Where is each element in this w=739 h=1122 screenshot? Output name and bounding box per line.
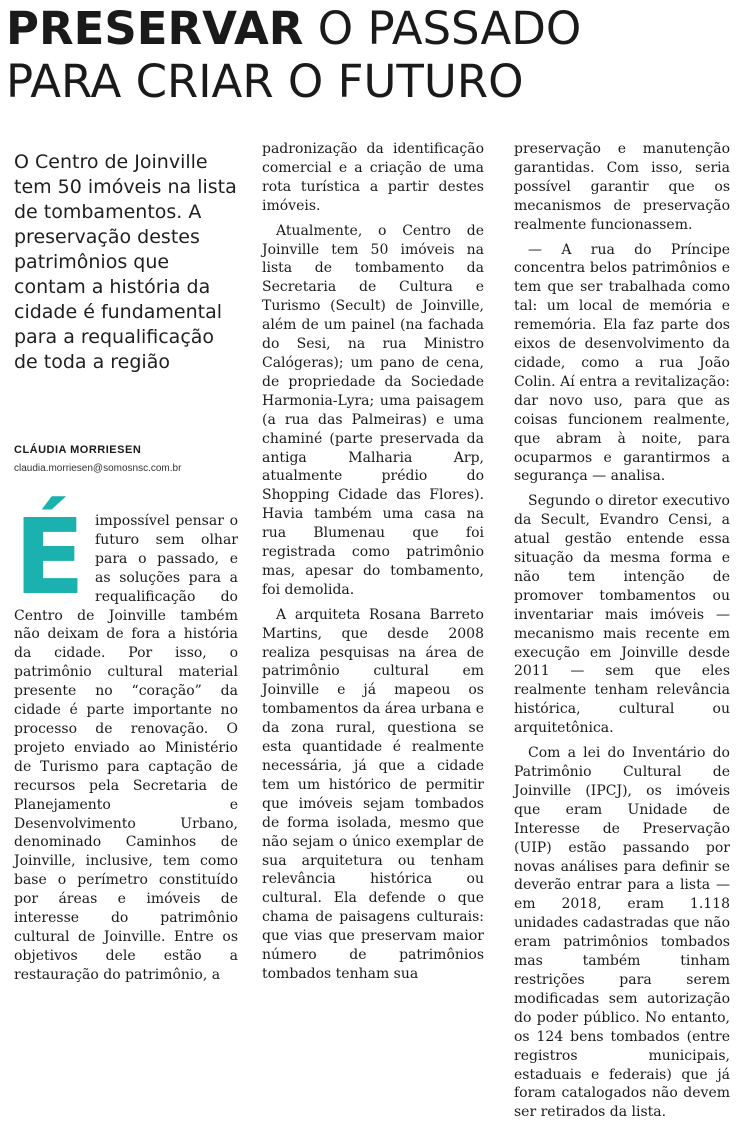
- headline-line2: PARA CRIAR O FUTURO: [6, 55, 524, 108]
- article-paragraph: padronização da identificação comercial e a criação de uma rota turística a partir destes imóveis.: [262, 141, 484, 214]
- article-paragraph: Atualmente, o Centro de Joinville tem 50 imóveis na lista de tombamento da Secretaria de Cultura e Turismo (Secult) de Joinville, além de um painel (na fachada do Sesi, na rua Ministro Calógeras); um pano de cena, de propriedade da Sociedade Harmonia-Lyra; uma paisagem (a rua das Palmeiras) e uma chaminé (parte preservada da antiga Malharia Arp, atualmente prédio do Shopping Cidade das Flores). Havia também uma casa na rua Blumenau que foi registrada como patrimônio mas, apesar do tombamento, foi demolida.: [262, 222, 484, 598]
- article-column-1: [14, 496, 238, 985]
- article-paragraph: Com a lei do Inventário do Patrimônio Cultural de Joinville (IPCJ), os imóveis que eram Unidade de Interesse de Preservação (UIP) estão passando por novas análises para definir se deverão entrar para a lista — em 2018, eram 1.118 unidades cadastradas que não eram patrimônios tombados mas também tinham restrições para serem modificadas sem autorização do poder público. No entanto, os 124 bens tombados (entre registros municipais, estaduais e federais) que já foram catalogados não devem ser retirados da lista.: [514, 745, 730, 1121]
- article-column-2: [262, 140, 484, 984]
- article-paragraph: preservação e manutenção garantidas. Com isso, seria possível garantir que os mecanismos de preservação realmente funcionassem.: [514, 141, 730, 233]
- headline: [6, 2, 736, 108]
- author-name: CLÁUDIA MORRIESEN: [14, 444, 142, 456]
- article-paragraph: Segundo o diretor executivo da Secult, Evandro Censi, a atual gestão entende essa situação da mesma forma e não tem intenção de promover tombamentos ou inventariar mais imóveis — mecanismo mais recente em execução em Joinville desde 2011 — sem que eles realmente tenham relevância histórica, cultural ou arquitetônica.: [514, 493, 730, 737]
- article-paragraph: impossível pensar o futuro sem olhar para o passado, e as soluções para a requalificação do Centro de Joinville também não deixam de fora a história da cidade. Por isso, o patrimônio cultural material presente no “coração” da cidade é parte importante no processo de renovação. O projeto enviado ao Ministério de Turismo para captação de recursos pela Secretaria de Planejamento e Desenvolvimento Urbano, denominado Caminhos de Joinville, inclusive, tem como base o perímetro constituído por áreas e imóveis de interesse do patrimônio cultural de Joinville. Entre os objetivos dele estão a restauração do patrimônio, a: [14, 513, 238, 983]
- headline-bold: PRESERVAR: [6, 2, 304, 55]
- article-paragraph: — A rua do Príncipe concentra belos patrimônios e tem que ser trabalhada como tal: um local de memória e rememória. Ela faz parte dos eixos de desenvolvimento da cidade, como a rua João Colin. Aí entra a revitalização: dar novo uso, para que as coisas funcionem realmente, que abram à noite, para ocuparmos e garantirmos a segurança — analisa.: [514, 241, 730, 485]
- article-lead: O Centro de Joinville tem 50 imóveis na lista de tombamentos. A preservação destes patrimônios que contam a história da cidade é fundamental para a requalificação de toda a região: [14, 151, 237, 373]
- article-column-3: [514, 140, 730, 1122]
- headline-line1-rest: O PASSADO: [303, 2, 582, 55]
- article-paragraph: A arquiteta Rosana Barreto Martins, que desde 2008 realiza pesquisas na área de patrimônio cultural em Joinville e já mapeou os tombamentos da área urbana e da zona rural, questiona se esta quantidade é realmente necessária, já que a cidade tem um histórico de permitir que imóveis sejam tombados de forma isolada, mesmo que não sejam o único exemplar de sua arquitetura ou tenham relevância histórica ou cultural. Ela defende o que chama de paisagens culturais: que vias que preservam maior número de patrimônios tombados tenham sua: [262, 606, 484, 982]
- drop-cap: É: [14, 496, 86, 618]
- author-email: claudia.morriesen@somosnsc.com.br: [14, 463, 182, 474]
